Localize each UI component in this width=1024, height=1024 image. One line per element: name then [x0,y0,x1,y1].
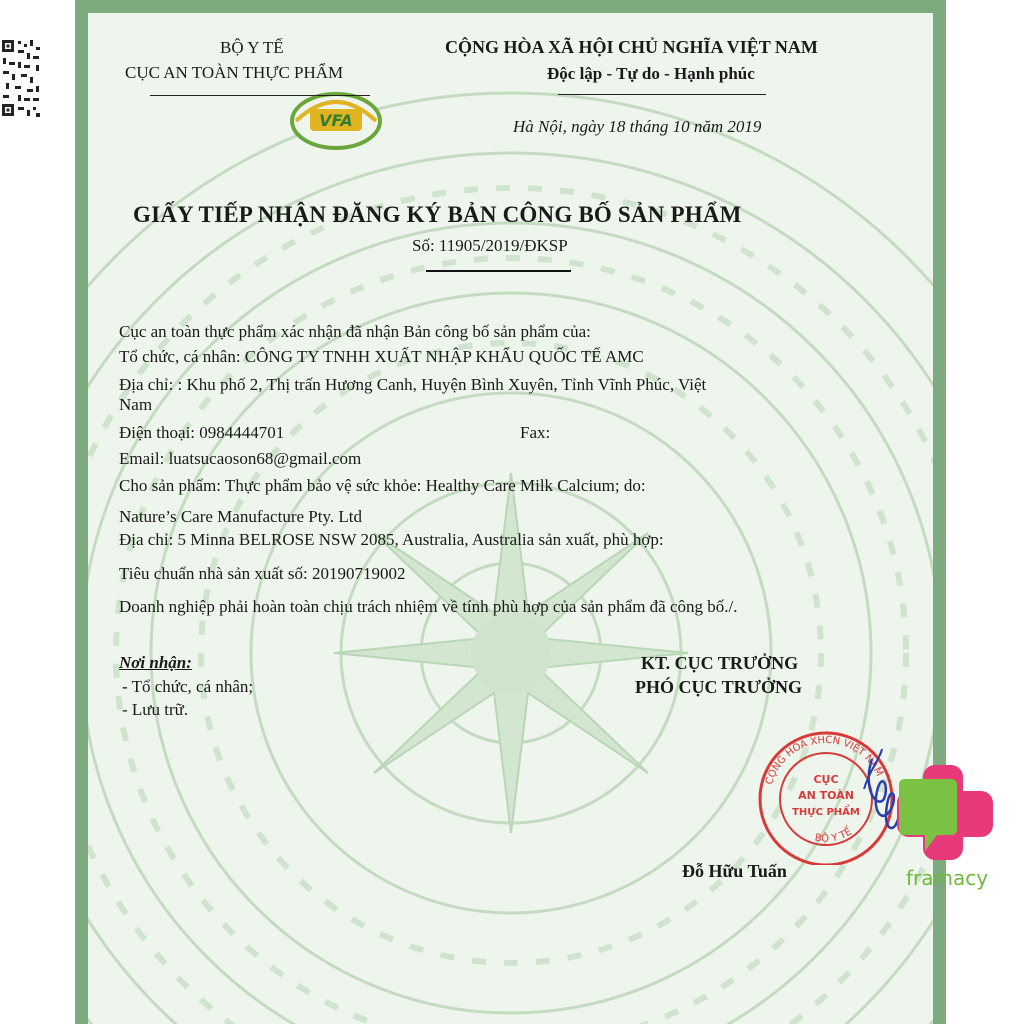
document-title: GIẤY TIẾP NHẬN ĐĂNG KÝ BẢN CÔNG BỐ SẢN PHẨM [133,202,742,227]
signer-title-1: KT. CỤC TRƯỞNG [641,653,799,673]
vfa-logo [288,91,384,151]
ministry-name: BỘ Y TẾ [220,38,284,57]
phone-line: Điện thoại: 0984444701 [119,423,285,442]
signer-name: Đỗ Hữu Tuấn [682,861,787,881]
standard-line: Tiêu chuẩn nhà sản xuất số: 20190719002 [119,564,406,583]
issue-date: Hà Nội, ngày 18 tháng 10 năm 2019 [513,117,762,136]
manufacturer-address: Địa chỉ: 5 Minna BELROSE NSW 2085, Australia, Australia sản xuất, phù hợp: [119,530,664,549]
agency-name: CỤC AN TOÀN THỰC PHẨM [125,63,344,82]
product-line: Cho sản phẩm: Thực phẩm bảo vệ sức khỏe: Healthy Care Milk Calcium; do: [119,476,646,495]
svg-text:BỘ Y TẾ [814,824,855,845]
fax-line: Fax: [520,423,551,442]
seal-ring-bottom: BỘ Y TẾ [813,826,854,845]
organization-address-cont: Nam [119,395,153,414]
certificate-paper [88,13,933,1024]
recipient-item: - Lưu trữ. [122,700,189,719]
seal-text: THỰC PHẨM [792,807,860,818]
national-motto: Độc lập - Tự do - Hạnh phúc [547,64,755,83]
seal-ring-top: CỘNG HÒA XHCN VIỆT NAM [764,734,885,787]
recipient-item: - Tổ chức, cá nhân; [122,677,254,696]
motto-underline [558,94,766,95]
country-name: CỘNG HÒA XÃ HỘI CHỦ NGHĨA VIỆT NAM [445,37,818,57]
seal-text: CỤC [813,773,839,786]
framacy-brand-text: framacy [905,866,989,890]
email-line: Email: luatsucaoson68@gmail.com [119,449,362,468]
framacy-logo [897,765,999,891]
document-number: Số: 11905/2019/ĐKSP [412,236,568,255]
recipients-heading: Nơi nhận: [119,653,192,672]
seal-text: AN TOÀN [798,789,854,802]
official-seal [752,729,900,865]
left-header-underline [150,95,370,96]
title-underline [426,270,571,272]
svg-text:VFA: VFA [319,111,353,130]
organization-line: Tổ chức, cá nhân: CÔNG TY TNHH XUẤT NHẬP KHẨU QUỐC TẾ AMC [119,347,644,366]
organization-address: Địa chỉ: : Khu phố 2, Thị trấn Hương Canh, Huyện Bình Xuyên, Tỉnh Vĩnh Phúc, Việt [119,375,707,394]
confirmation-line: Cục an toàn thực phẩm xác nhận đã nhận Bản công bố sản phẩm của: [119,322,591,341]
certificate-frame [75,0,946,1024]
manufacturer-line: Nature’s Care Manufacture Pty. Ltd [119,507,362,526]
signer-title-2: PHÓ CỤC TRƯỞNG [635,677,803,697]
qr-code-icon [0,38,42,120]
responsibility-line: Doanh nghiệp phải hoàn toàn chịu trách nhiệm về tính phù hợp của sản phẩm đã công bố./. [119,597,738,616]
